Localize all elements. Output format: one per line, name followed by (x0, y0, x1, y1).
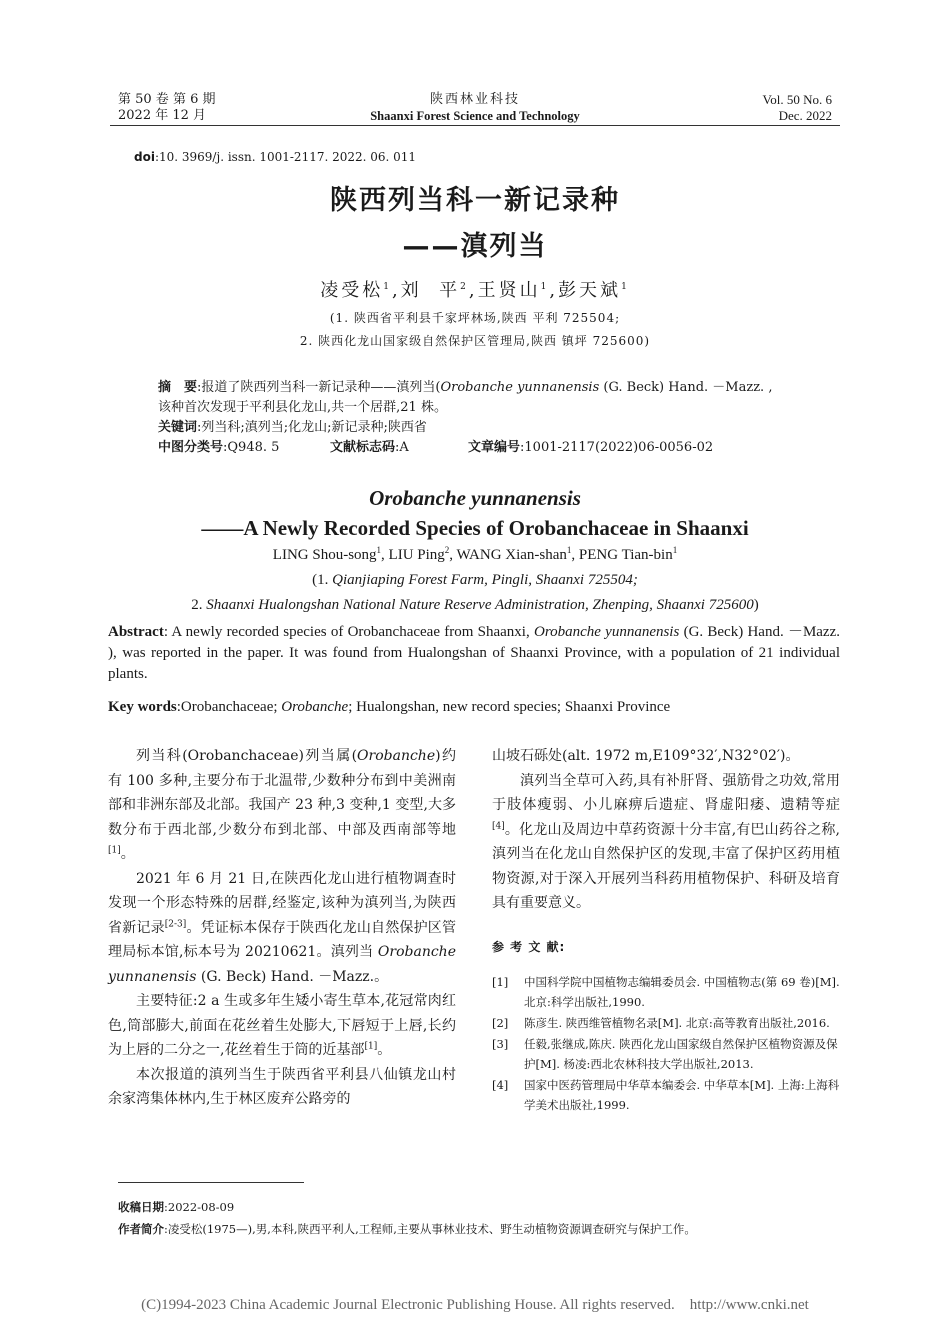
author-en-4: PENG Tian-bin (578, 547, 673, 563)
reference-item (492, 972, 842, 1012)
keywords-en-genus: Orobanche (281, 699, 349, 715)
author-en-2-affil: 2 (444, 545, 450, 555)
body-paragraph-3 (108, 989, 456, 1063)
sep: , (449, 547, 457, 563)
reference-number: [3] (492, 1037, 509, 1051)
affil-en-1-text: Qianjiaping Forest Farm, Pingli, Shaanxi 725504; (332, 572, 638, 588)
clc-value: :Q948. 5 (223, 440, 280, 455)
author-cn-2: 刘 平 (400, 280, 461, 301)
abstract-cn-line1 (158, 378, 798, 398)
authors-cn (0, 276, 950, 302)
authors-en (0, 547, 950, 564)
doi-value: :10. 3969/j. issn. 1001-2117. 2022. 06. 011 (154, 150, 417, 164)
reference-text: 陈彦生. 陕西维管植物名录[M]. 北京:高等教育出版社,2016. (524, 1016, 830, 1030)
author-cn-4-affil: 1 (621, 282, 630, 292)
received-label: 收稿日期 (118, 1200, 164, 1214)
classification-line (158, 438, 798, 458)
affil-en-2 (0, 597, 950, 614)
author-en-1: LING Shou-song (272, 547, 377, 563)
abstract-cn-authority: (G. Beck) Hand. －Mazz. , (599, 380, 773, 395)
abstract-cn-text: :报道了陕西列当科一新记录种——滇列当( (197, 380, 441, 395)
author-bio-value: :凌受松(1975—),男,本科,陕西平利人,工程师,主要从事林业技术、野生动植物资源调查研究与保护工作。 (164, 1222, 696, 1236)
reference-item (492, 1034, 842, 1074)
affil-en-open: (1. (312, 572, 333, 588)
species-name: Orobanche yunnanensis (108, 944, 456, 985)
species-name-en: Orobanche yunnanensis (533, 624, 680, 640)
clc-label: 中图分类号 (158, 440, 224, 455)
affil-en-close: ) (753, 597, 759, 613)
doc-code-value: :A (395, 440, 409, 455)
issue-date: 2022 年 12 月 (118, 108, 207, 123)
sep: , (381, 547, 389, 563)
reference-text: 国家中医药管理局中华草本编委会. 中华草本[M]. 上海:上海科学美术出版社,1999. (524, 1078, 840, 1112)
title-cn-line1: 陕西列当科一新记录种 (330, 185, 620, 216)
affil-en-1 (0, 572, 950, 589)
genus-name: Orobanche (357, 748, 436, 764)
sep: , (571, 547, 579, 563)
text: (G. Beck) Hand. －Mazz.。 (196, 968, 389, 985)
citation: [1] (364, 1041, 378, 1052)
abstract-en-text-2: (G. Beck) Hand. －Mazz. ), was reported in the paper. It was found from Hualongshan of Shaanxi Province, with a population of 21 individual plants. (108, 624, 840, 682)
abstract-cn-label: 摘 要 (158, 380, 198, 395)
article-number (468, 438, 713, 458)
references-list (492, 972, 842, 1116)
abstract-en (108, 622, 840, 685)
author-en-2: LIU Ping (388, 547, 445, 563)
keywords-en (108, 697, 840, 718)
citation: [1] (108, 845, 121, 856)
text: 。化龙山及周边中草药资源十分丰富,有巴山药谷之称,滇列当在化龙山自然保护区的发现,丰富了保护区药用植物资源,对于深入开展列当科药用植物保护、科研及培育具有重要意义。 (492, 821, 840, 911)
header-rule (110, 125, 840, 126)
journal-name-en: Shaanxi Forest Science and Technology (370, 109, 580, 123)
body-paragraph-1 (108, 744, 456, 867)
text: 。 (120, 846, 135, 862)
author-en-3-affil: 1 (566, 545, 572, 555)
keywords-cn-label: 关键词 (158, 420, 198, 435)
affil-en-2-text: Shaanxi Hualongshan National Nature Reserve Administration, Zhenping, Shaanxi 725600 (206, 597, 754, 613)
volume-en: Vol. 50 No. 6 (762, 92, 832, 107)
author-cn-1: 凌受松 (320, 280, 384, 301)
author-cn-1-affil: 1 (383, 282, 392, 292)
keywords-en-2: ; Hualongshan, new record species; Shaanxi Province (348, 699, 671, 715)
journal-name-cn: 陕西林业科技 (429, 92, 520, 107)
reference-number: [2] (492, 1016, 509, 1030)
keywords-en-label: Key words (108, 699, 177, 715)
doc-code (330, 438, 409, 458)
reference-item (492, 1075, 842, 1115)
text: 主要特征:2 a 生或多年生矮小寄生草本,花冠常肉红色,筒部膨大,前面在花丝着生处膨大,下唇短于上唇,长约为上唇的二分之一,花丝着生于筒的近基部 (108, 993, 456, 1058)
copyright-line: (C)1994-2023 China Academic Journal Electronic Publishing House. All rights reserved. http://www.cnki.net (141, 1297, 809, 1313)
title-cn-line2: ——滇列当 (402, 231, 548, 262)
body-paragraph-4: 本次报道的滇列当生于陕西省平利县八仙镇龙山村余家湾集体林内,生于林区废弃公路旁的 (108, 1066, 456, 1107)
affil-en-num: 2. (191, 597, 207, 613)
doi-line (134, 150, 416, 164)
article-number-value: :1001-2117(2022)06-0056-02 (520, 440, 714, 455)
author-cn-2-affil: 2 (460, 282, 469, 292)
author-bio-label: 作者简介 (118, 1222, 164, 1236)
reference-text: 中国科学院中国植物志编辑委员会. 中国植物志(第 69 卷)[M]. 北京:科学出版社,1990. (524, 975, 840, 1009)
sep: , (549, 280, 559, 301)
text: 2021 年 6 月 21 日,在陕西化龙山进行植物调查时发现一个形态特殊的居群,经鉴定,该种为滇列当,为陕西省新记录 (108, 870, 456, 936)
body-left-column (108, 744, 456, 1112)
abstract-cn (158, 378, 798, 458)
title-en-line2: ——A Newly Recorded Species of Orobanchaceae in Shaanxi (201, 516, 749, 540)
reference-number: [1] (492, 975, 509, 989)
sep: , (391, 280, 401, 301)
author-cn-3-affil: 1 (540, 282, 550, 292)
body-right-column (492, 744, 840, 916)
footnote-rule (118, 1182, 304, 1183)
affil-cn-1: (1. 陕西省平利县千家坪林场,陕西 平利 725504; (329, 311, 621, 325)
keywords-en-1: :Orobanchaceae; (176, 699, 282, 715)
text: )约有 100 多种,主要分布于北温带,少数种分布到中美洲南部和非洲东部及北部。我国产 23 种,3 变种,1 变型,大多数分布于西北部,少数分布到北部、中部及西南部等地 (108, 748, 456, 838)
text: 。凭证标本保存于陕西化龙山自然保护区管理局标本馆,标本号为 20210621。滇列当 (108, 919, 457, 960)
author-cn-4: 彭天斌 (558, 280, 622, 301)
author-en-1-affil: 1 (376, 545, 382, 555)
received-date (118, 1196, 848, 1218)
abstract-en-text: : A newly recorded species of Orobanchaceae from Shaanxi, (163, 624, 534, 640)
author-en-4-affil: 1 (672, 545, 678, 555)
affil-cn-2: 2. 陕西化龙山国家级自然保护区管理局,陕西 镇坪 725600) (299, 334, 651, 348)
author-cn-3: 王贤山 (477, 280, 541, 301)
clc (158, 438, 279, 458)
sep: , (468, 280, 478, 301)
volume-issue: 第 50 卷 第 6 期 (118, 92, 216, 107)
author-bio (118, 1218, 848, 1240)
body-paragraph-5: 山坡石砾处(alt. 1972 m,E109°32′,N32°02′)。 (492, 748, 800, 764)
body-paragraph-6 (492, 769, 840, 916)
date-en: Dec. 2022 (778, 108, 832, 123)
abstract-en-label: Abstract (108, 624, 164, 640)
citation: [4] (492, 820, 505, 831)
text: 。 (377, 1042, 392, 1058)
keywords-cn-text: :列当科;滇列当;化龙山;新记录种;陕西省 (197, 420, 427, 435)
title-en-line1: Orobanche yunnanensis (369, 486, 581, 510)
text: 滇列当全草可入药,具有补肝肾、强筋骨之功效,常用于肢体瘦弱、小儿麻痹后遗症、肾虚阳痿、遗精等症 (492, 772, 840, 813)
journal-volume-en (763, 92, 832, 124)
reference-item (492, 1013, 842, 1033)
citation: [2-3] (164, 918, 187, 929)
text: 列当科(Orobanchaceae)列当属( (136, 748, 358, 764)
species-name: Orobanche yunnanensis (440, 380, 600, 395)
abstract-cn-line2: 该种首次发现于平利县化龙山,共一个居群,21 株。 (158, 400, 447, 415)
keywords-cn (158, 418, 798, 438)
reference-number: [4] (492, 1078, 509, 1092)
doi-label: doi (134, 150, 155, 164)
references-heading: 参 考 文 献: (492, 940, 566, 954)
doc-code-label: 文献标志码 (330, 440, 396, 455)
author-en-3: WANG Xian-shan (456, 547, 567, 563)
body-paragraph-2 (108, 867, 456, 990)
received-value: :2022-08-09 (164, 1200, 235, 1214)
article-number-label: 文章编号 (468, 440, 521, 455)
reference-text: 任毅,张继成,陈庆. 陕西化龙山国家级自然保护区植物资源及保护[M]. 杨凌:西北农林科技大学出版社,2013. (524, 1037, 838, 1071)
